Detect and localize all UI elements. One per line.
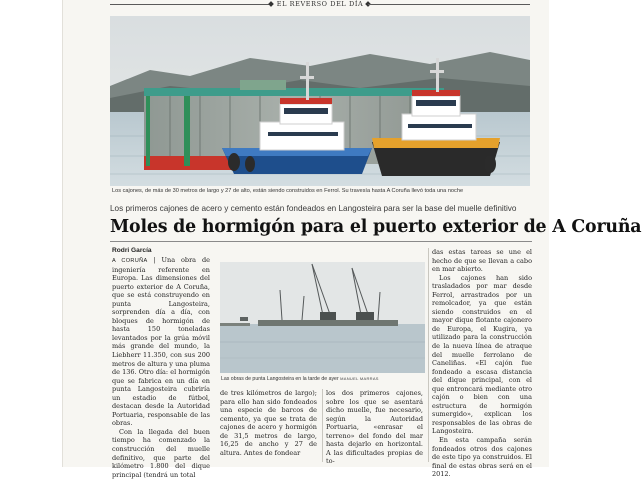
article-column-4 [432, 248, 532, 479]
harbour-cranes-illustration [220, 262, 425, 373]
headline-rule [110, 241, 532, 242]
header-rule-right [368, 4, 530, 5]
second-photo-caption-text: Las obras de punta Langosteira en la tarde de ayer [221, 376, 339, 382]
body-paragraph: Los cajones han sido trasladados por mar desde Ferrol, arrastrados por un remolcador, ya que están siendo construidos en el mayor dique flotante cajonero de Europa, el Kugira, ya utilizado para la construcción de la nueva línea de atraque del muelle ferrolano de Caneliñas. «El cajón fue fondeado a escasa distancia del dique principal, con el que entroncará mediante otro cajón o bien con una estructura de hormigón sumergido», explican los responsables de las obras de Langosteira. [432, 273, 532, 436]
second-photo [220, 262, 425, 373]
paragraph-text: Una obra de ingeniería referente en Europa. Las dimensiones del puerto exterior de A Coruña, que se está construyendo en punta Langosteira, sorprenden día a día, con bloques de hormigón de hasta 150 toneladas levantados por la grúa móvil más grande del mundo, la Liebherr 11.350, con sus 200 metros de altura y una pluma de 136. Otro día: el hormigón que se fabrica en un día en punta Langosteira cubriría un estadio de fútbol, destacan desde la Autoridad Portuaria, responsable de las obras. [112, 256, 210, 428]
byline: Rodri García [112, 247, 152, 254]
body-paragraph: A CORUÑA | Una obra de ingeniería referente en Europa. Las dimensiones del puerto exterior de A Coruña, que se está construyendo en punta Langosteira, sorprenden día a día, con bloques de hormigón de hasta 150 toneladas levantados por la grúa móvil más grande del mundo, la Liebherr 11.350, con sus 200 metros de altura y una pluma de 136. Otro día: el hormigón que se fabrica en un día en punta Langosteira cubriría un estadio de fútbol, destacan desde la Autoridad Portuaria, responsable de las obras. [112, 256, 210, 428]
photo-credit: MANUEL MARRAS [340, 376, 379, 381]
column-divider [428, 248, 429, 462]
section-header [110, 0, 530, 9]
body-paragraph: das estas tareas se une el hecho de que se llevan a cabo en mar abierto. [432, 248, 532, 274]
second-photo-caption [221, 375, 431, 383]
header-rule-left [110, 4, 270, 5]
header-diamond-icon [268, 1, 274, 7]
main-photo [110, 16, 530, 186]
article-column-2 [220, 389, 317, 457]
article-headline: Moles de hormigón para el puerto exterior de A Coruña [110, 217, 642, 237]
section-title: EL REVERSO DEL DÍA [276, 0, 364, 8]
main-photo-caption: Los cajones, de más de 30 metros de largo y 27 de alto, están siendo construidos en Ferrol. Su travesía hasta A Coruña llevó toda una noche [112, 188, 464, 194]
dateline: A CORUÑA [112, 258, 148, 264]
body-paragraph: los dos primeros cajones, sobre los que se asentará dicho muelle, fue necesario, según la Autoridad Portuaria, «enrasar el terreno» del fondo del mar hasta dejarlo en horizontal. A las dificultades propias de to- [326, 389, 423, 466]
column-divider [322, 389, 323, 462]
body-paragraph: Con la llegada del buen tiempo ha comenzado la construcción del muelle definitivo, que parte del kilómetro 1.800 del dique principal (tendrá un total [112, 427, 210, 479]
body-paragraph: En esta campaña serán fondeados otros dos cajones de este tipo ya construidos. El final de estas obras será en el 2012. [432, 436, 532, 479]
body-paragraph: de tres kilómetros de largo); para ello han sido fondeados una especie de barcos de cemento, ya que se trata de cajones de acero y hormigón de 31,5 metros de largo, 16,25 de ancho y 27 de altura. Antes de fondear [220, 389, 317, 457]
article-column-1 [112, 256, 210, 479]
tugboats-caisson-illustration [110, 16, 530, 186]
article-column-3 [326, 389, 423, 466]
article-kicker: Los primeros cajones de acero y cemento están fondeados en Langosteira para ser la base del muelle definitivo [110, 204, 517, 213]
